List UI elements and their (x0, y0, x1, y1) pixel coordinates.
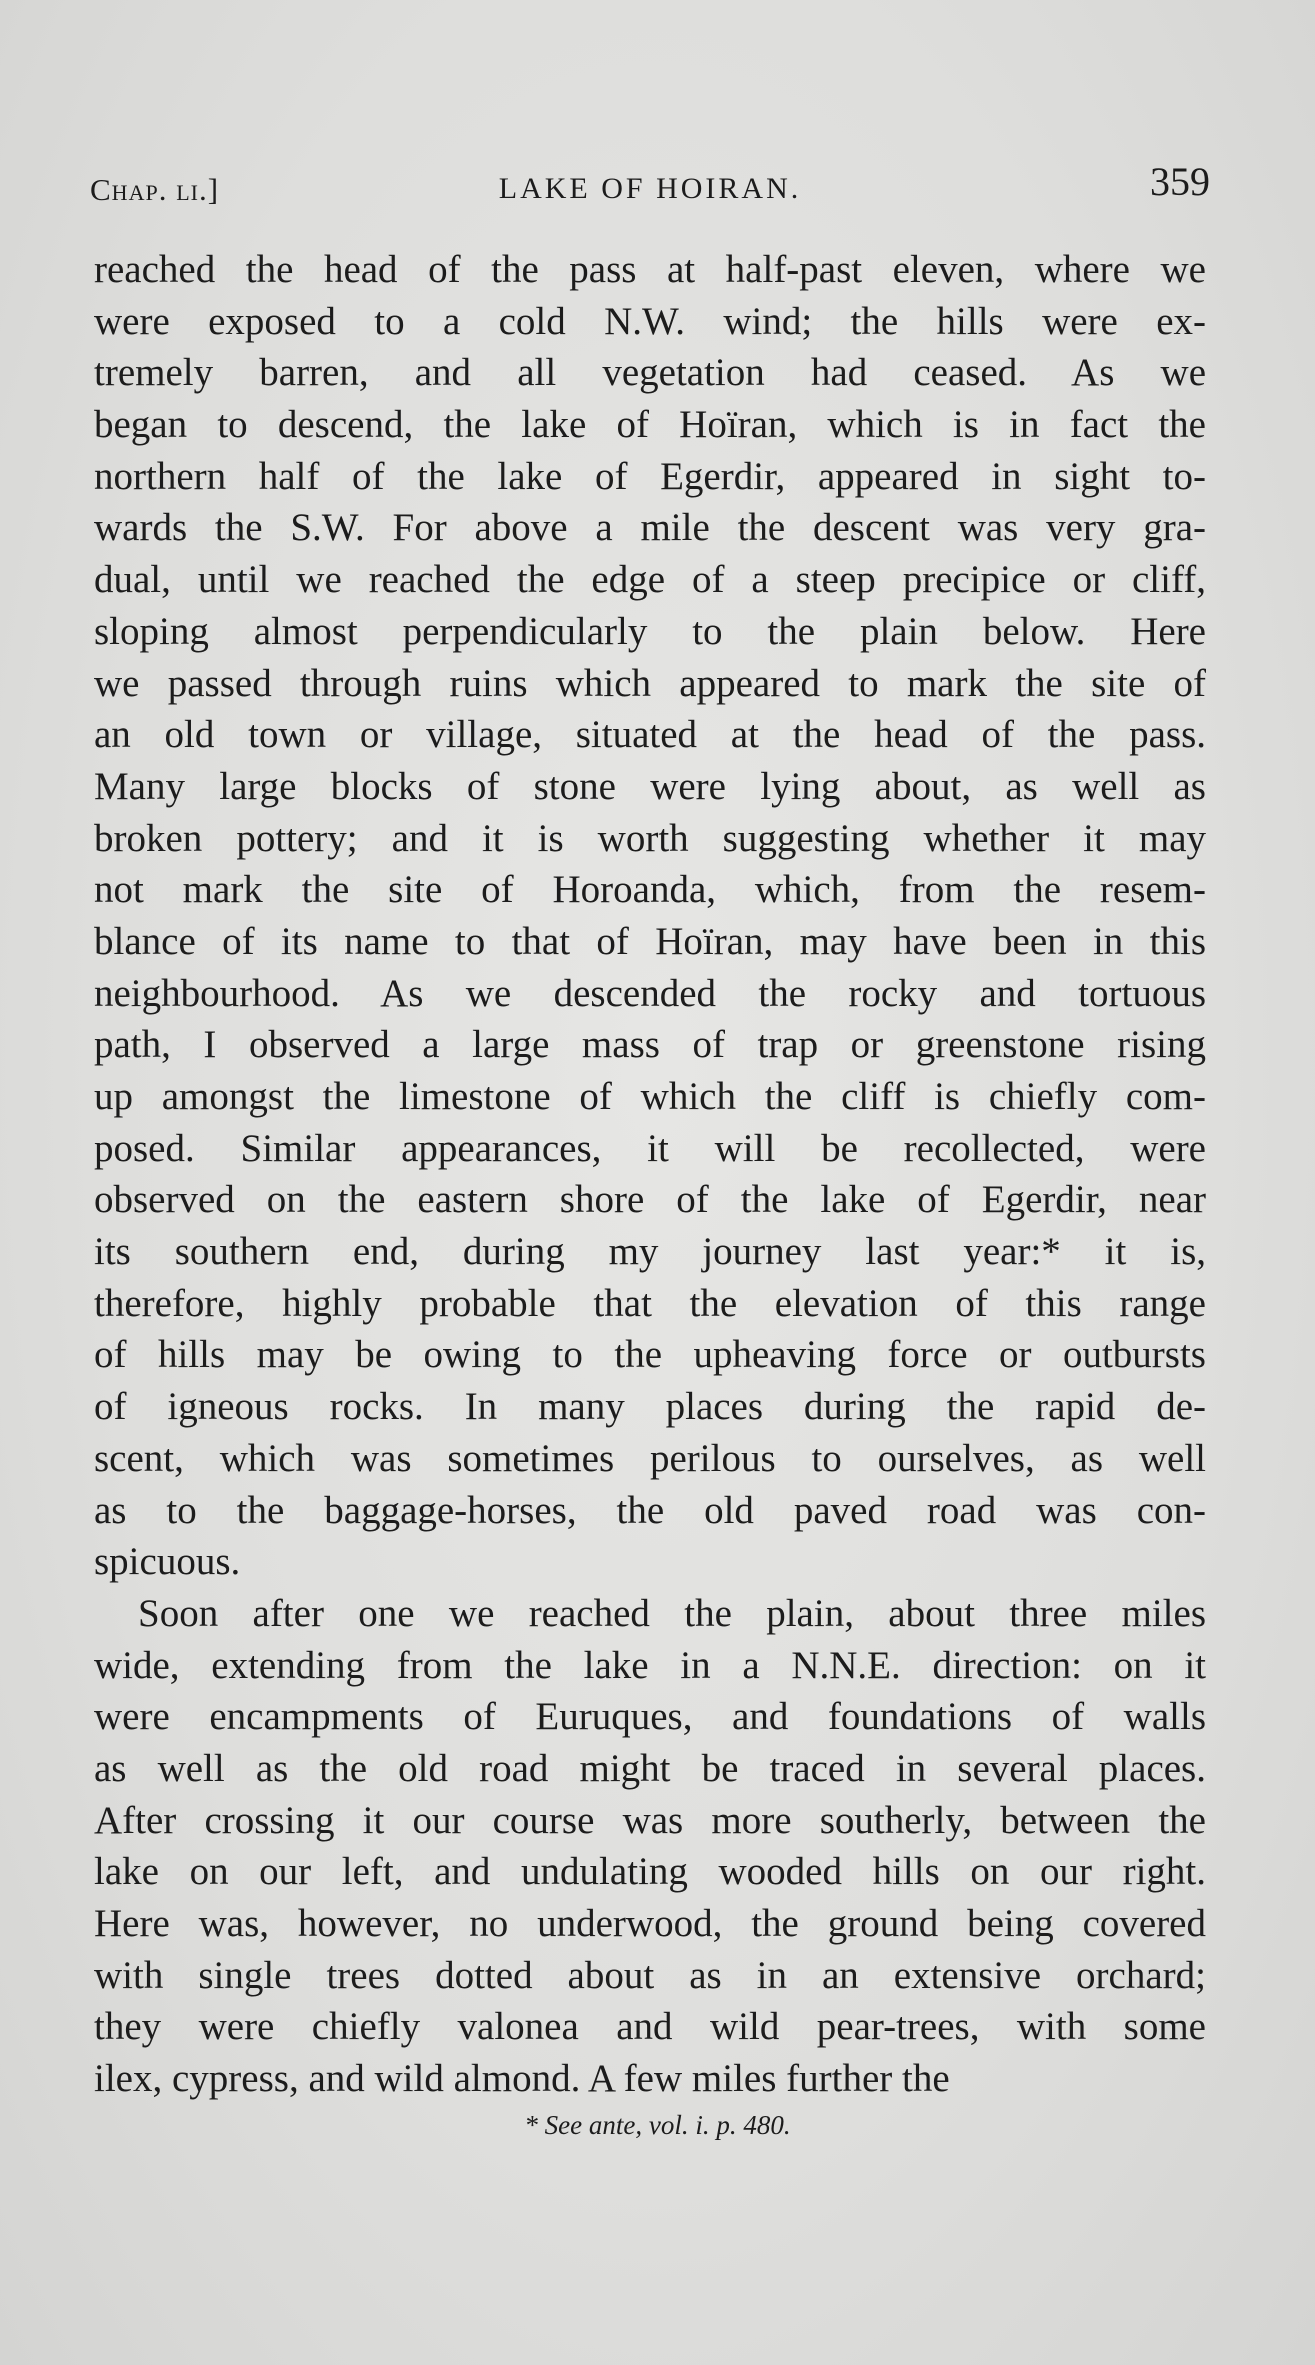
text-line: Many large blocks of stone were lying about, as well as (94, 764, 1206, 808)
text-line: they were chiefly valonea and wild pear-trees, with some (94, 2005, 1206, 2049)
text-line: as well as the old road might be traced in several places. (94, 1746, 1206, 1790)
text-line: its southern end, during my journey last year:* it is, (94, 1230, 1206, 1274)
chapter-label: Chap. li.] (90, 172, 220, 207)
running-title: LAKE OF HOIRAN. (498, 172, 802, 205)
text-line: path, I observed a large mass of trap or greenstone rising (94, 1023, 1206, 1067)
text-line: therefore, highly probable that the elevation of this range (94, 1281, 1206, 1325)
text-line: Soon after one we reached the plain, about three miles (138, 1591, 1206, 1635)
text-line: not mark the site of Horoanda, which, from the resem- (94, 868, 1206, 912)
text-line: posed. Similar appearances, it will be recollected, were (94, 1126, 1206, 1170)
text-line: observed on the eastern shore of the lake of Egerdir, near (94, 1178, 1206, 1222)
text-line: dual, until we reached the edge of a steep precipice or cliff, (94, 558, 1206, 602)
text-line: neighbourhood. As we descended the rocky and tortuous (94, 971, 1206, 1015)
text-line: began to descend, the lake of Hoïran, which is in fact the (94, 403, 1206, 447)
text-line: an old town or village, situated at the head of the pass. (94, 713, 1206, 757)
text-line: blance of its name to that of Hoïran, may have been in this (94, 919, 1206, 963)
text-line: northern half of the lake of Egerdir, appeared in sight to- (94, 454, 1206, 498)
text-line: scent, which was sometimes perilous to ourselves, as well (94, 1436, 1206, 1480)
text-line: with single trees dotted about as in an extensive orchard; (94, 1953, 1206, 1997)
text-line: lake on our left, and undulating wooded hills on our right. (94, 1850, 1206, 1894)
text-line: up amongst the limestone of which the cliff is chiefly com- (94, 1075, 1206, 1118)
text-line: wide, extending from the lake in a N.N.E. direction: on it (94, 1643, 1206, 1687)
text-line: sloping almost perpendicularly to the plain below. Here (94, 609, 1206, 653)
text-line: wards the S.W. For above a mile the descent was very gra- (94, 506, 1206, 550)
text-line: we passed through ruins which appeared to mark the site of (94, 661, 1206, 705)
text-line: broken pottery; and it is worth suggesting whether it may (94, 816, 1206, 860)
text-line: of hills may be owing to the upheaving force or outbursts (94, 1333, 1206, 1377)
text-line: ilex, cypress, and wild almond. A few miles further the (94, 2057, 950, 2101)
text-line: After crossing it our course was more southerly, between the (94, 1798, 1206, 1842)
text-line: of igneous rocks. In many places during the rapid de- (94, 1385, 1206, 1429)
page-number: 359 (1150, 159, 1210, 204)
text-line: were exposed to a cold N.W. wind; the hills were ex- (94, 299, 1206, 343)
text-line: spicuous. (94, 1540, 241, 1584)
footnote: * See ante, vol. i. p. 480. (524, 2110, 791, 2140)
body-text (94, 244, 1206, 2105)
running-header (90, 158, 1210, 218)
text-line: were encampments of Euruques, and foundations of walls (94, 1695, 1206, 1739)
text-line: reached the head of the pass at half-past eleven, where we (94, 248, 1206, 291)
text-line: Here was, however, no underwood, the ground being covered (94, 1902, 1206, 1945)
paragraph (94, 1588, 1206, 2105)
text-line: as to the baggage-horses, the old paved road was con- (94, 1488, 1206, 1532)
text-line: tremely barren, and all vegetation had ceased. As we (94, 351, 1206, 395)
paragraph (94, 244, 1206, 1588)
